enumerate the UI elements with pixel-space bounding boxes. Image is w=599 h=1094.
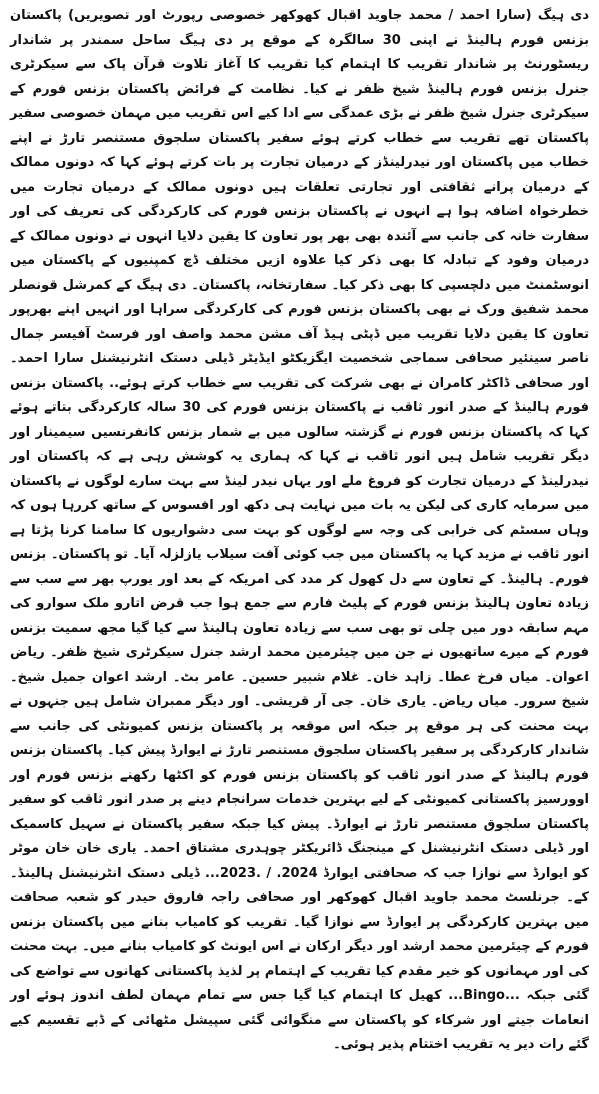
article-body-paragraph: دی ہیگ (سارا احمد / محمد جاوید اقبال کھوکھر خصوصی رپورٹ اور تصویریں) پاکستان بزنس فورم ہالینڈ نے اپنی 30 سالگرہ کے موقع پر دی ہیگ ساحل سمندر پر شاندار ریسٹورنٹ پر شاندار تقریب کا اہتمام کیا تقریب کا آغاز تلاوت قرآن پاک سے سیکرٹری جنرل بزنس فورم ہالینڈ شیخ ظفر نے کیا۔ نظامت کے فرائض پاکستان بزنس فورم کے سیکرٹری جنرل شیخ ظفر نے بڑی عمدگی سے ادا کیے اس تقریب میں مہمان خصوصی سفیر پاکستان تھے تقریب سے خطاب کرتے ہوئے سفیر پاکستان سلجوق مستنصر تارڑ نے اپنے خطاب میں پاکستان اور نیدرلینڈز کے درمیان تجارت پر بات کرتے ہوئے کہا کہ دونوں ممالک کے درمیان پرانے ثقافتی اور تجارتی تعلقات ہیں دونوں ممالک کے درمیان تجارت میں خطرخواہ اضافہ ہوا ہے انہوں نے پاکستان بزنس فورم کی کارکردگی کی تعریف کی اور سفارت خانہ کی جانب سے آئندہ بھی بھر پور تعاون کا یقین دلایا انہوں نے دونوں ممالک کے درمیان وفود کے تبادلہ کا بھی ذکر کیا علاوہ ازیں مختلف ڈچ کمپنیوں کے پاکستان میں انوسٹمنٹ میں دلچسپی کا بھی ذکر کیا۔ سفارتخانہ، پاکستان۔ دی ہیگ کے کمرشل قونصلر محمد شفیق ورک نے بھی پاکستان بزنس فورم کی کارکردگی سراہا اور انہیں اپنے بھرپور تعاون کا یقین دلایا تقریب میں ڈپٹی ہیڈ آف مشن محمد واصف اور فرسٹ آفیسر جمال ناصر سینئیر صحافی سماجی شخصیت ایگزیکٹو ایڈیٹر ڈیلی دستک انٹرنیشنل سارا احمد۔ اور صحافی ڈاکٹر کامران نے بھی شرکت کی تقریب سے خطاب کرتے ہوئے.. پاکستان بزنس فورم ہالینڈ کے صدر انور ثاقب نے پاکستان بزنس فورم کی 30 سالہ کارکردگی بتاتے ہوئے کہا کہ پاکستان بزنس فورم نے گزشتہ سالوں میں بے شمار بزنس کانفرنسیں سیمینار اور دیگر تقریب شامل ہیں انور ثاقب نے کہا کہ ہماری یہ کوشش رہی ہے کہ پاکستان اور نیدرلینڈ کے درمیان تجارت کو فروغ ملے اور یہاں نیدر لینڈ سے بہت سارے لوگوں نے پاکستان میں سرمایہ کاری کی لیکن یہ بات میں نہایت ہی دکھ اور افسوس کے ساتھ کررہا ہوں کہ وہاں سسٹم کی خرابی کی وجہ سے لوگوں کو بہت سی دشواریوں کا سامنا کرنا پڑتا ہے انور ثاقب نے مزید کہا یہ پاکستان میں جب کوئی آفت سیلاب یازلزلہ آیا۔ تو پاکستان۔ بزنس فورم۔ ہالینڈ۔ کے تعاون سے دل کھول کر مدد کی امریکہ کے بعد اور یورپ بھر سے سب سے زیادہ تعاون ہالینڈ بزنس فورم کے پلیٹ فارم سے جمع ہوا جب قرض اتارو ملک سوارو کی مہم سابقہ دور میں چلی تو بھی سب سے زیادہ تعاون ہالینڈ سے کیا گیا مجھ سمیت بزنس فورم کے میرے ساتھیوں نے جن میں چیئرمین محمد ارشد جنرل سیکرٹری شیخ ظفر۔ ریاض اعوان۔ میاں فرخ عطا۔ زاہد خان۔ غلام شبیر حسین۔ عامر بٹ۔ ارشد اعوان جمیل شیخ۔ شیخ سرور۔ میاں ریاض۔ یاری خان۔ جی آر قریشی۔ اور دیگر ممبران شامل ہیں جنہوں نے بہت محنت کی ہر موقع پر جبکہ اس موقعہ پر پاکستان بزنس کمیونٹی کی جانب سے شاندار کارکردگی پر سفیر پاکستان سلجوق مستنصر تارڑ نے ایوارڈ پیش کیا۔ پاکستان بزنس فورم ہالینڈ کے صدر انور ثاقب کو پاکستان بزنس فورم کو اکٹھا رکھنے بزنس فورم اور اوورسیز پاکستانی کمیونٹی کے لیے بہترین خدمات سرانجام دینے پر صدر انور ثاقب کو سفیر پاکستان سلجوق مستنصر تارڑ نے ایوارڈ۔ پیش کیا جبکہ سفیر پاکستان نے سہیل کاسمیک اور ڈیلی دستک انٹرنیشنل کے مینجنگ ڈائریکٹر چوہدری مشتاق احمد۔ یاری خان خان موٹر کو ایوارڈ سے نوازا جب کہ صحافتی ایوارڈ 2024. / .2023... ڈیلی دستک انٹرنیشنل ہالینڈ۔ کے۔ جرنلسٹ محمد جاوید اقبال کھوکھر اور صحافی راجہ فاروق حیدر کو شعبہ صحافت میں بہترین کارکردگی پر ایوارڈ سے نوازا گیا۔ تقریب کو کامیاب بنانے میں پاکستان بزنس فورم کے چیئرمین محمد ارشد اور دیگر ارکان نے اس ایونٹ کو کامیاب بنانے میں۔ بہت محنت کی اور مہمانوں کو خیر مقدم کیا تقریب کے اہتمام پر لذیذ پاکستانی کھانوں سے تواضع کی گئی جبکہ ...Bingo... کھیل کا اہتمام کیا گیا جس سے تمام مہمان لطف اندوز ہوئے اور انعامات جیتے اور شرکاء کو پاکستان سے منگوائی گئی سپیشل مٹھائی کے ڈبے تقسیم کیے گئے رات دیر یہ تقریب اختتام پذیر ہوئی۔ <box>10 8 590 1052</box>
